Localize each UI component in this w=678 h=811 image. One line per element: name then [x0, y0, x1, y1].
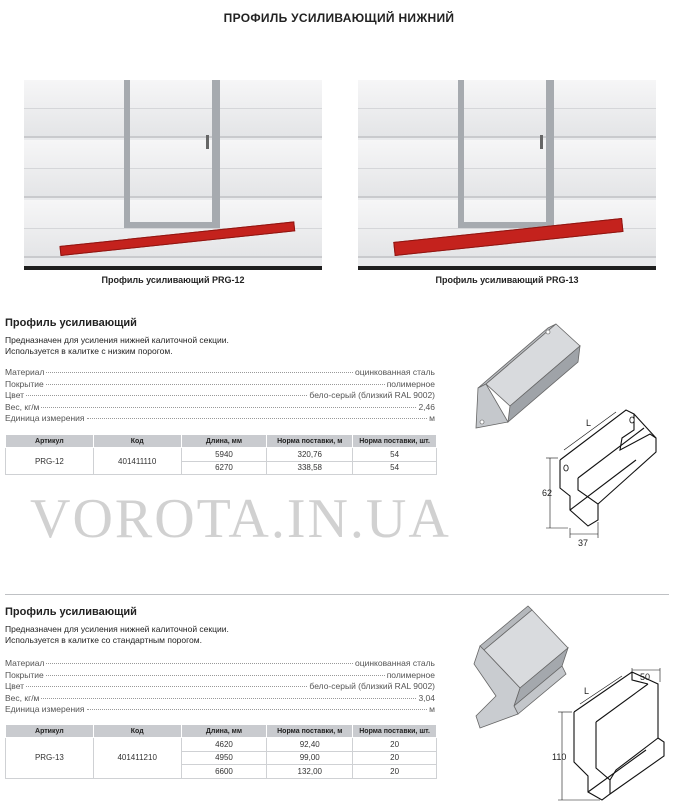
cell-code: 401411210 [93, 738, 181, 779]
column-header-article: Артикул [6, 435, 94, 448]
cell-article: PRG-13 [6, 738, 94, 779]
cell-norm-pcs: 54 [353, 448, 437, 462]
section-title-prg-12: Профиль усиливающий [5, 317, 137, 329]
watermark: VOROTA.IN.UA [30, 488, 451, 550]
spec-table-prg-12 [5, 434, 437, 475]
table-row [6, 738, 437, 752]
section-title-prg-13: Профиль усиливающий [5, 606, 137, 618]
dim-length-label: L [584, 686, 590, 696]
spec-list-prg-12 [5, 367, 435, 425]
dim-height-label: 62 [542, 488, 553, 498]
column-header-norm-m: Норма поставки, м [267, 725, 353, 738]
column-header-length: Длина, мм [181, 725, 267, 738]
cell-norm-m: 99,00 [267, 751, 353, 765]
spec-row-color: Цвет бело-серый (близкий RAL 9002) [5, 681, 435, 691]
cell-article: PRG-12 [6, 448, 94, 475]
column-header-article: Артикул [6, 725, 94, 738]
spec-row-coating: Покрытие полимерное [5, 378, 435, 389]
column-header-code: Код [93, 725, 181, 738]
section-description-prg-13: Предназначен для усиления нижней калиточной секции. Используется в калитке со стандартным порогом. [5, 624, 229, 645]
dim-width-label: 50 [640, 672, 651, 682]
cell-norm-m: 132,00 [267, 765, 353, 779]
cell-code: 401411110 [93, 448, 181, 475]
cell-length: 5940 [181, 448, 267, 462]
spec-list-prg-13 [5, 658, 435, 716]
profile-line-drawing-prg-13 [552, 668, 672, 808]
dim-width-label: 37 [578, 538, 589, 548]
spec-row-material: Материал оцинкованная сталь [5, 367, 435, 377]
door-photo-prg-13 [358, 80, 656, 270]
spec-row-material: Материал оцинкованная сталь [5, 658, 435, 668]
cell-length: 4620 [181, 738, 267, 752]
spec-row-coating: Покрытие полимерное [5, 669, 435, 680]
cell-norm-pcs: 54 [353, 461, 437, 475]
section-divider [5, 594, 669, 595]
cell-norm-pcs: 20 [353, 738, 437, 752]
photo-caption-prg-13: Профиль усиливающий PRG-13 [435, 275, 579, 285]
column-header-norm-pcs: Норма поставки, шт. [353, 435, 437, 448]
profile-line-drawing-prg-12 [540, 400, 670, 550]
column-header-norm-m: Норма поставки, м [267, 435, 353, 448]
spec-row-color: Цвет бело-серый (близкий RAL 9002) [5, 390, 435, 400]
cell-norm-pcs: 20 [353, 765, 437, 779]
cell-length: 6600 [181, 765, 267, 779]
column-header-norm-pcs: Норма поставки, шт. [353, 725, 437, 738]
page-title: ПРОФИЛЬ УСИЛИВАЮЩИЙ НИЖНИЙ [223, 11, 455, 25]
cell-length: 4950 [181, 751, 267, 765]
door-photo-prg-12 [24, 80, 322, 270]
spec-row-unit: Единица измерения м [5, 704, 435, 714]
cell-norm-m: 92,40 [267, 738, 353, 752]
section-description-prg-12: Предназначен для усиления нижней калиточной секции. Используется в калитке с низким порогом. [5, 335, 229, 356]
dim-length-label: L [586, 418, 592, 428]
column-header-length: Длина, мм [181, 435, 267, 448]
spec-row-unit: Единица измерения м [5, 413, 435, 423]
cell-norm-m: 338,58 [267, 461, 353, 475]
cell-norm-m: 320,76 [267, 448, 353, 462]
photo-caption-prg-12: Профиль усиливающий PRG-12 [101, 275, 245, 285]
cell-norm-pcs: 20 [353, 751, 437, 765]
cell-length: 6270 [181, 461, 267, 475]
dim-height-label: 110 [552, 752, 567, 762]
spec-row-weight: Вес, кг/м 3,04 [5, 692, 435, 703]
spec-row-weight: Вес, кг/м 2,46 [5, 401, 435, 412]
column-header-code: Код [93, 435, 181, 448]
table-row [6, 448, 437, 462]
spec-table-prg-13 [5, 724, 437, 779]
